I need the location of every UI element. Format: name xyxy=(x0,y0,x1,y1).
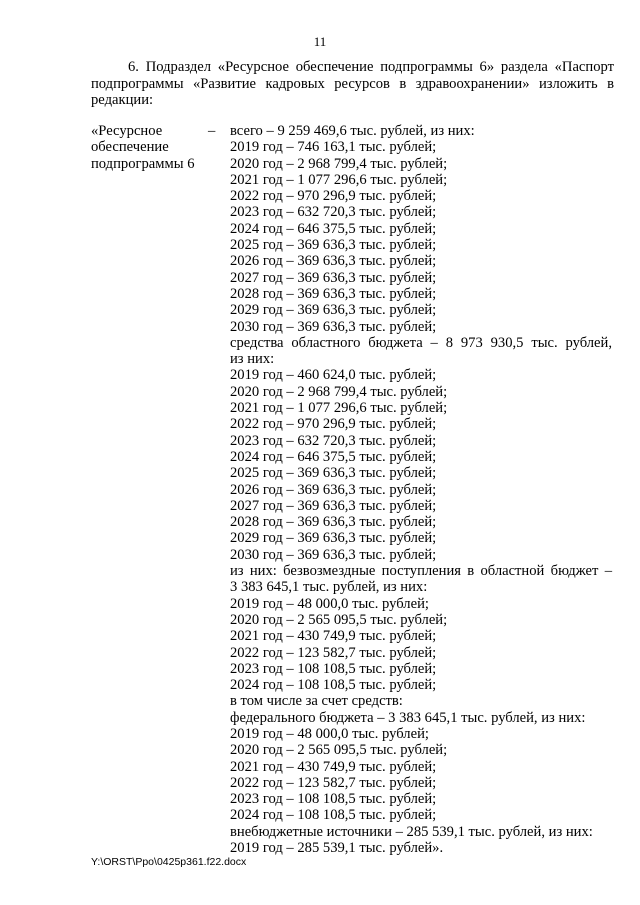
value-line: 2024 год – 108 108,5 тыс. рублей; xyxy=(230,677,437,694)
value-line: 2021 год – 1 077 296,6 тыс. рублей; xyxy=(230,171,448,188)
value-line: 2025 год – 369 636,3 тыс. рублей; xyxy=(230,465,437,482)
value-line: всего – 9 259 469,6 тыс. рублей, из них: xyxy=(230,123,475,139)
separator-dash: – xyxy=(208,123,216,139)
value-line: 2026 год – 369 636,3 тыс. рублей; xyxy=(230,253,437,270)
value-line: 2029 год – 369 636,3 тыс. рублей; xyxy=(230,530,437,547)
value-line: 2022 год – 123 582,7 тыс. рублей; xyxy=(230,774,437,791)
value-line: 2030 год – 369 636,3 тыс. рублей; xyxy=(230,318,437,335)
value-line: 2023 год – 108 108,5 тыс. рублей; xyxy=(230,791,437,808)
value-line: 2030 год – 369 636,3 тыс. рублей; xyxy=(230,546,437,563)
value-line: из них: безвозмездные поступления в областной бюджет – xyxy=(230,563,612,580)
resource-label xyxy=(91,123,211,172)
resource-label-line: подпрограммы 6 xyxy=(91,155,195,172)
intro-paragraph: 6. Подраздел «Ресурсное обеспечение подпрограммы 6» раздела «Паспорт подпрограммы «Развитие кадровых ресурсов в здравоохранении» изложить в редакции: xyxy=(91,59,614,109)
value-line: 2024 год – 108 108,5 тыс. рублей; xyxy=(230,807,437,824)
value-line: 2019 год – 285 539,1 тыс. рублей». xyxy=(230,840,444,857)
value-line: 2026 год – 369 636,3 тыс. рублей; xyxy=(230,481,437,498)
value-line: 2022 год – 123 582,7 тыс. рублей; xyxy=(230,644,437,661)
value-line: 2020 год – 2 565 095,5 тыс. рублей; xyxy=(230,742,448,759)
resource-label-line: обеспечение xyxy=(91,139,169,156)
value-line: 2025 год – 369 636,3 тыс. рублей; xyxy=(230,237,437,254)
resource-label-line: «Ресурсное xyxy=(91,123,163,139)
value-line: 2024 год – 646 375,5 тыс. рублей; xyxy=(230,220,437,237)
value-line: 2022 год – 970 296,9 тыс. рублей; xyxy=(230,188,437,205)
value-line: 2019 год – 460 624,0 тыс. рублей; xyxy=(230,367,437,384)
value-line: 3 383 645,1 тыс. рублей, из них: xyxy=(230,579,428,596)
value-line: федерального бюджета – 3 383 645,1 тыс. рублей, из них: xyxy=(230,709,586,726)
value-line: в том числе за счет средств: xyxy=(230,693,403,710)
value-line: 2029 год – 369 636,3 тыс. рублей; xyxy=(230,302,437,319)
value-line: 2028 год – 369 636,3 тыс. рублей; xyxy=(230,285,437,302)
value-line: 2020 год – 2 968 799,4 тыс. рублей; xyxy=(230,383,448,400)
value-line: 2020 год – 2 565 095,5 тыс. рублей; xyxy=(230,611,448,628)
page-number: 11 xyxy=(313,34,327,49)
value-line: 2023 год – 108 108,5 тыс. рублей; xyxy=(230,660,437,677)
value-line: 2024 год – 646 375,5 тыс. рублей; xyxy=(230,448,437,465)
value-line: 2023 год – 632 720,3 тыс. рублей; xyxy=(230,204,437,221)
value-line: из них: xyxy=(230,351,275,368)
value-line: 2028 год – 369 636,3 тыс. рублей; xyxy=(230,514,437,531)
value-line: 2022 год – 970 296,9 тыс. рублей; xyxy=(230,416,437,433)
value-line: 2023 год – 632 720,3 тыс. рублей; xyxy=(230,432,437,449)
value-line: 2019 год – 48 000,0 тыс. рублей; xyxy=(230,725,429,742)
resource-values xyxy=(230,123,612,856)
value-line: средства областного бюджета – 8 973 930,5 тыс. рублей, xyxy=(230,334,612,351)
value-line: 2019 год – 746 163,1 тыс. рублей; xyxy=(230,139,437,156)
value-line: 2021 год – 430 749,9 тыс. рублей; xyxy=(230,628,437,645)
value-line: 2020 год – 2 968 799,4 тыс. рублей; xyxy=(230,155,448,172)
value-line: 2027 год – 369 636,3 тыс. рублей; xyxy=(230,269,437,286)
value-line: 2021 год – 430 749,9 тыс. рублей; xyxy=(230,758,437,775)
value-line: 2021 год – 1 077 296,6 тыс. рублей; xyxy=(230,400,448,417)
value-line: 2019 год – 48 000,0 тыс. рублей; xyxy=(230,595,429,612)
value-line: 2027 год – 369 636,3 тыс. рублей; xyxy=(230,497,437,514)
value-line: внебюджетные источники – 285 539,1 тыс. рублей, из них: xyxy=(230,823,593,840)
file-path-footer: Y:\ORST\Ppo\0425p361.f22.docx xyxy=(91,856,247,868)
